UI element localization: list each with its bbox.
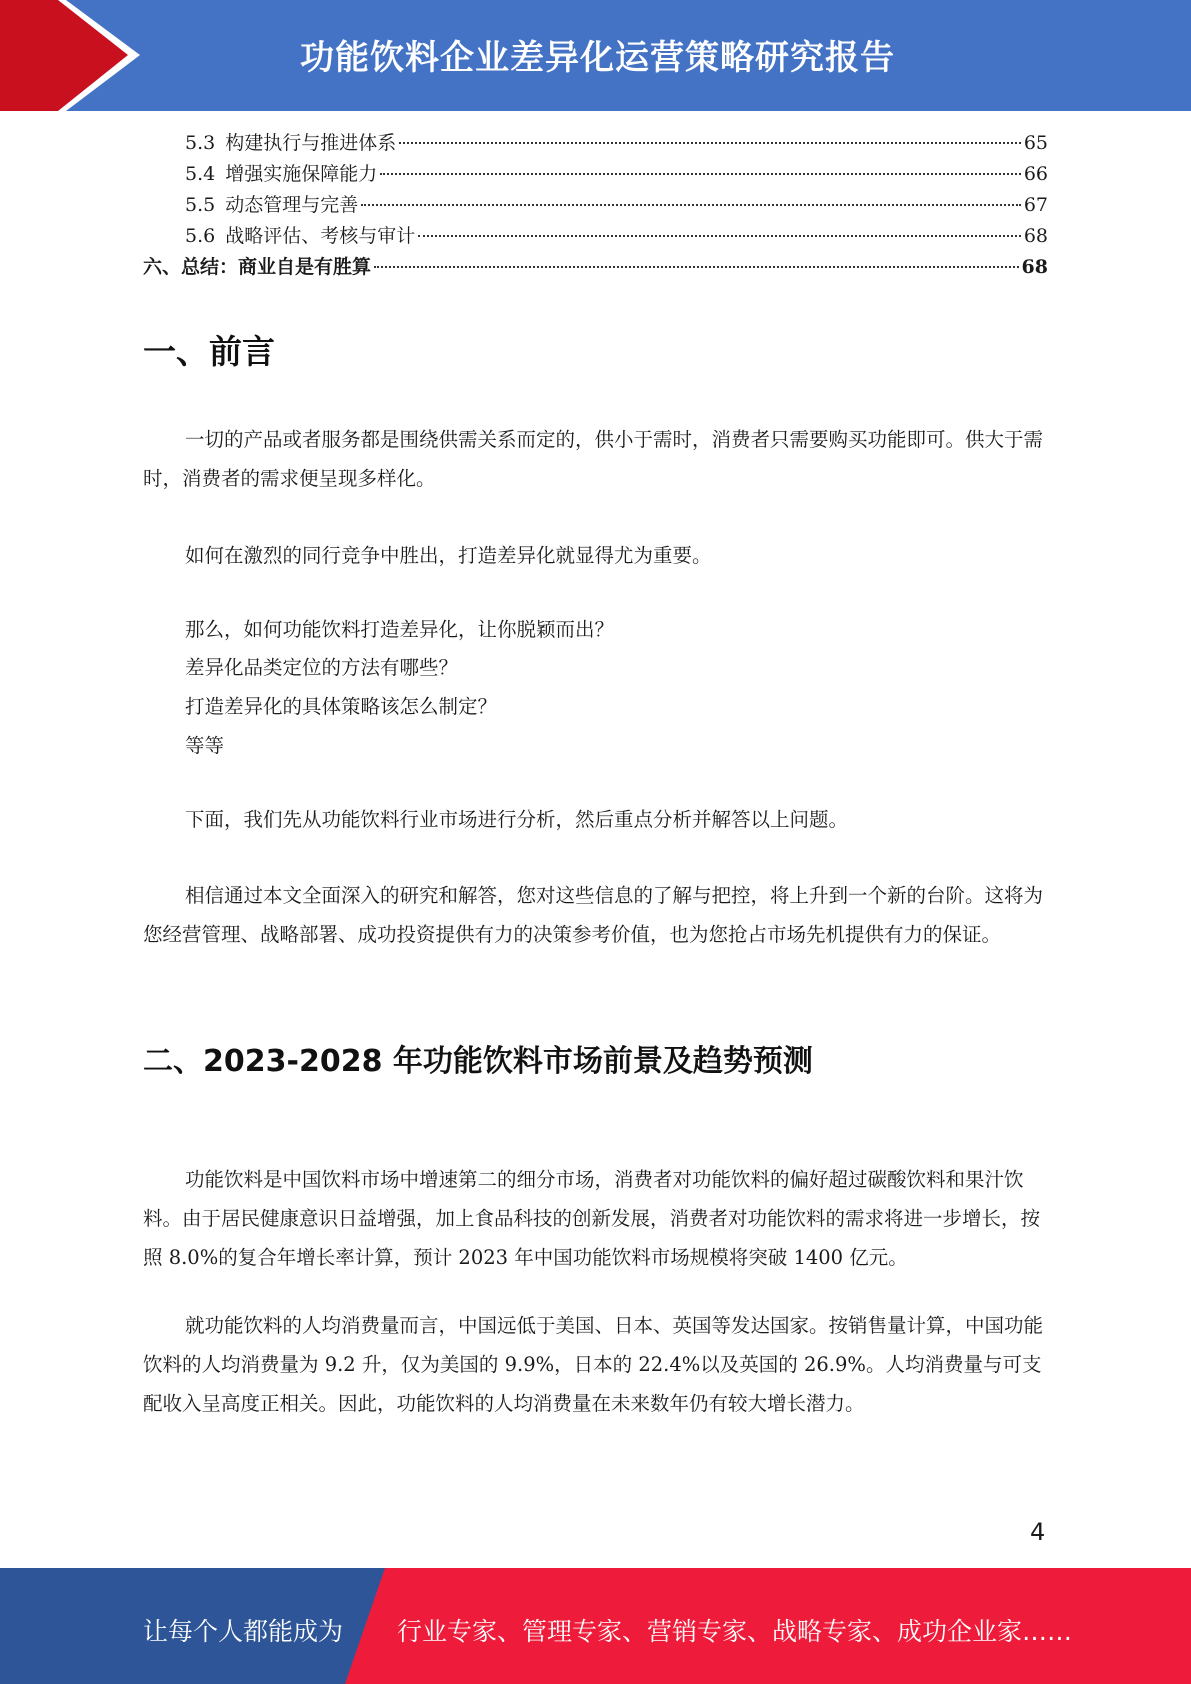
header-arrow-decoration: [0, 0, 150, 111]
paragraph: 下面，我们先从功能饮料行业市场进行分析，然后重点分析并解答以上问题。: [185, 808, 849, 831]
question-line: 打造差异化的具体策略该怎么制定？: [185, 695, 498, 718]
toc-entry-title: 六、总结：商业自是有胜算: [143, 256, 372, 278]
toc-entry[interactable]: [143, 190, 1048, 221]
toc-entry-page: 66: [1023, 163, 1048, 185]
toc-entry-title: 动态管理与完善: [225, 194, 359, 216]
toc-leader-dots: [374, 266, 1019, 268]
toc-entry-number: 5.4: [185, 163, 216, 185]
question-line: 差异化品类定位的方法有哪些？: [185, 656, 459, 679]
paragraph: 就功能饮料的人均消费量而言，中国远低于美国、日本、英国等发达国家。按销售量计算，中国功能饮料的人均消费量为 9.2 升，仅为美国的 9.9%，日本的 22.4%以及英国的 26.9%。人均消费量与可支配收入呈高度正相关。因此，功能饮料的人均消费量在未来数年仍有较大增长潜力。: [143, 1314, 1044, 1415]
section-heading-preface: 一、前言: [143, 332, 275, 371]
toc-entry-page: 68: [1023, 225, 1048, 247]
paragraph: 一切的产品或者服务都是围绕供需关系而定的，供小于需时，消费者只需要购买功能即可。供大于需时，消费者的需求便呈现多样化。: [143, 428, 1044, 490]
table-of-contents: [143, 128, 1048, 283]
toc-entry[interactable]: [143, 221, 1048, 252]
page-footer: [0, 1568, 1191, 1684]
paragraph: 相信通过本文全面深入的研究和解答，您对这些信息的了解与把控，将上升到一个新的台阶。这将为您经营管理、战略部署、成功投资提供有力的决策参考价值，也为您抢占市场先机提供有力的保证。: [143, 884, 1044, 946]
paragraph: 功能饮料是中国饮料市场中增速第二的细分市场，消费者对功能饮料的偏好超过碳酸饮料和果汁饮料。由于居民健康意识日益增强，加上食品科技的创新发展，消费者对功能饮料的需求将进一步增长，按照 8.0%的复合年增长率计算，预计 2023 年中国功能饮料市场规模将突破 1400 亿元。: [143, 1168, 1041, 1269]
paragraph: 如何在激烈的同行竞争中胜出，打造差异化就显得尤为重要。: [185, 544, 712, 567]
document-title: 功能饮料企业差异化运营策略研究报告: [300, 38, 895, 78]
toc-entry-title: 增强实施保障能力: [225, 163, 378, 185]
question-line: 等等: [185, 734, 225, 757]
toc-leader-dots: [361, 204, 1021, 206]
toc-entry-title: 构建执行与推进体系: [225, 132, 397, 154]
toc-entry-title: 战略评估、考核与审计: [225, 225, 416, 247]
section-heading-market: 二、2023-2028 年功能饮料市场前景及趋势预测: [143, 1044, 813, 1079]
toc-entry-number: 5.3: [185, 132, 216, 154]
toc-entry-page: 68: [1021, 256, 1048, 278]
toc-entry[interactable]: [143, 252, 1048, 283]
toc-entry-page: 65: [1023, 132, 1048, 154]
toc-entry-number: 5.5: [185, 194, 216, 216]
toc-entry-number: 5.6: [185, 225, 216, 247]
page-number: 4: [1030, 1518, 1046, 1546]
question-line: 那么，如何功能饮料打造差异化，让你脱颖而出？: [185, 618, 615, 641]
toc-leader-dots: [399, 142, 1021, 144]
toc-leader-dots: [380, 173, 1021, 175]
footer-slogan-left: 让每个人都能成为: [143, 1617, 344, 1646]
toc-entry[interactable]: [143, 128, 1048, 159]
footer-slogan-right: 行业专家、管理专家、营销专家、战略专家、成功企业家……: [397, 1617, 1073, 1646]
toc-entry-page: 67: [1023, 194, 1048, 216]
toc-leader-dots: [418, 235, 1021, 237]
page-header: [0, 0, 1191, 111]
toc-entry[interactable]: [143, 159, 1048, 190]
